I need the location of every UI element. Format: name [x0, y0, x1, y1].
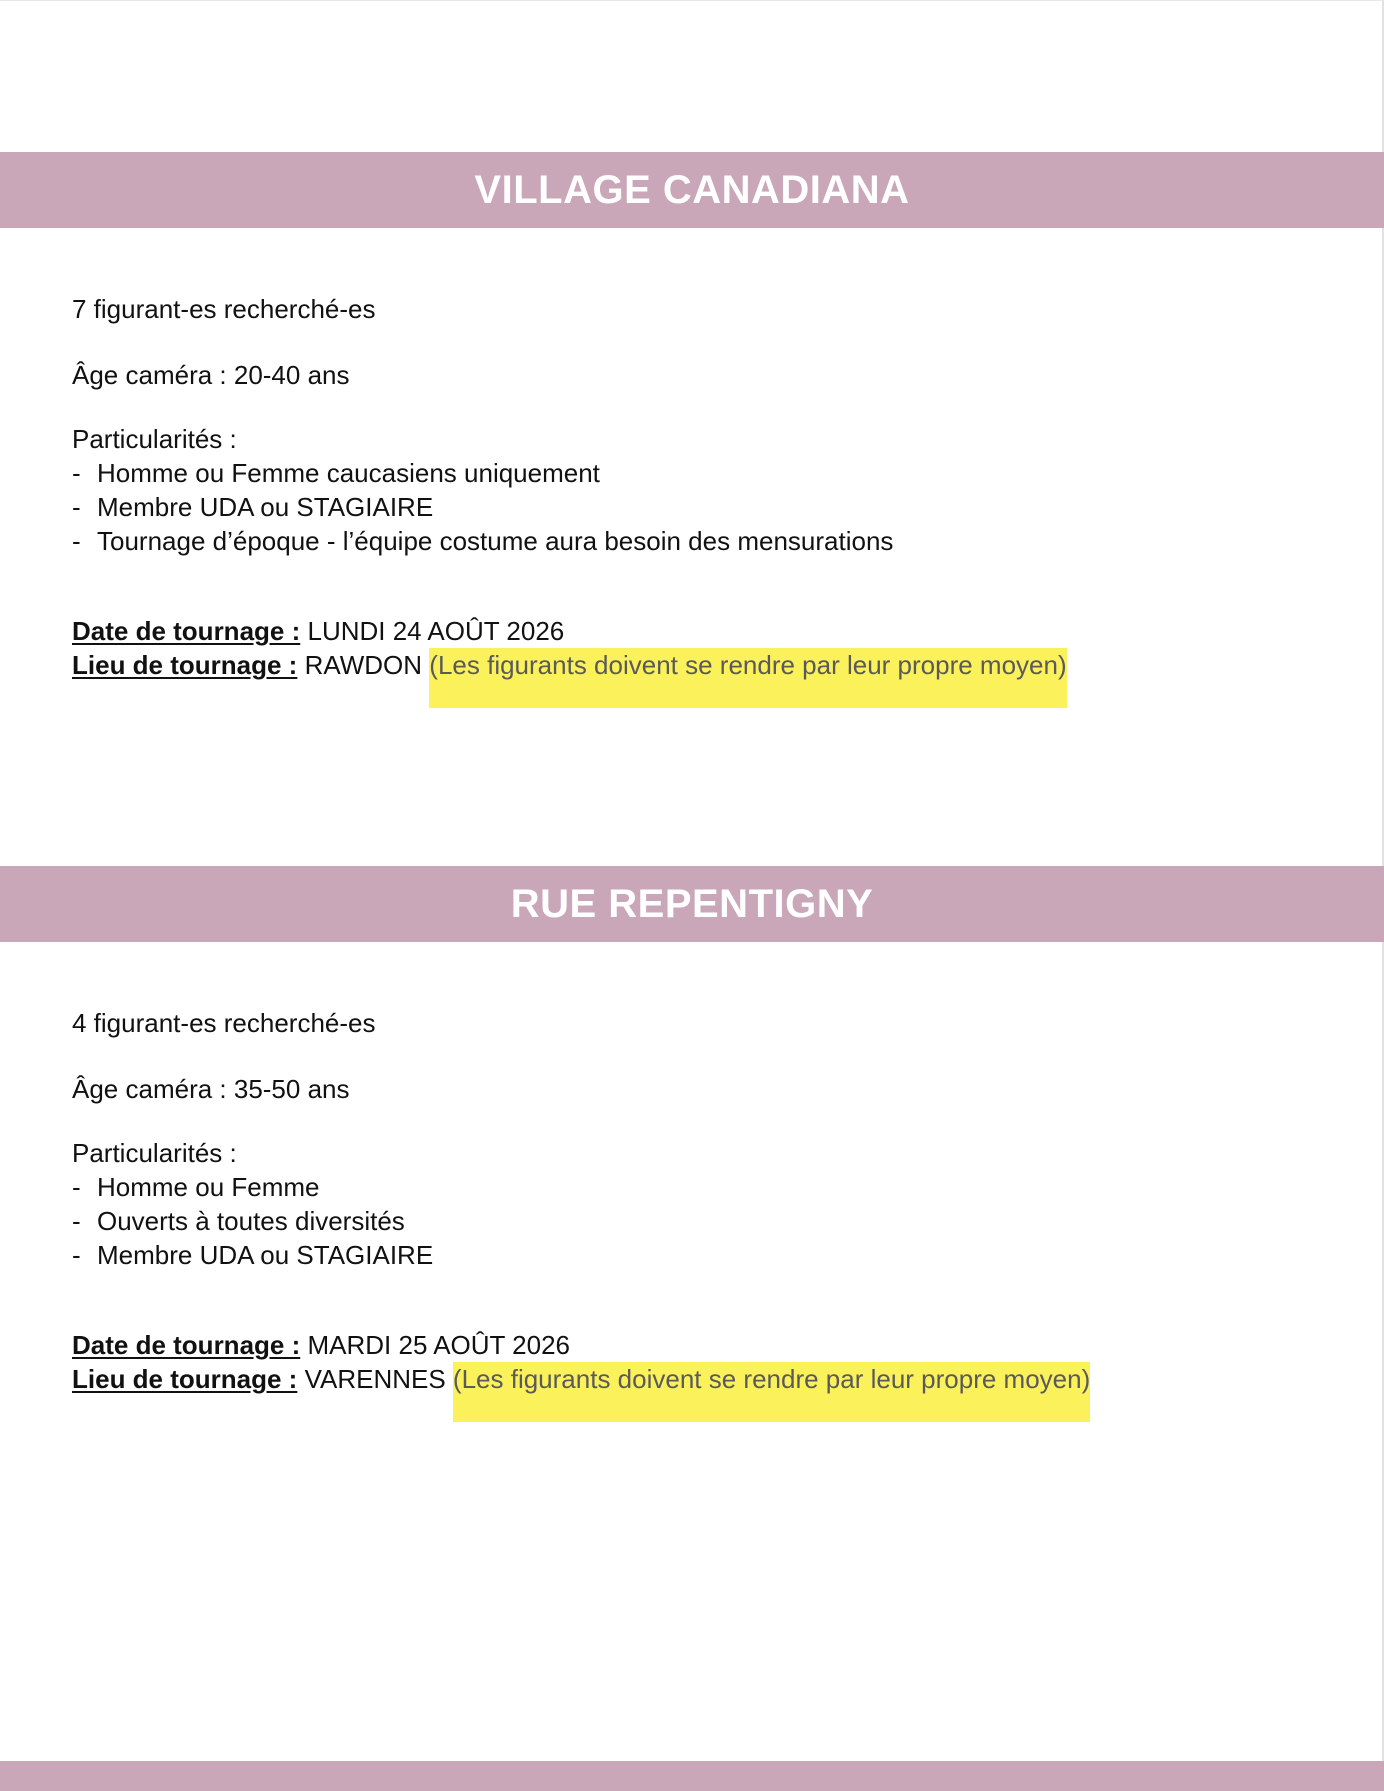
section-title: VILLAGE CANADIANA [474, 167, 910, 212]
list-item: - Membre UDA ou STAGIAIRE [72, 492, 434, 522]
camera-age: Âge caméra : 35-50 ans [72, 1074, 350, 1104]
particularities-list [72, 456, 1312, 558]
date-value: MARDI 25 AOÛT 2026 [307, 1330, 571, 1360]
shoot-date [72, 614, 1312, 648]
date-value: LUNDI 24 AOÛT 2026 [307, 616, 565, 646]
place-value: RAWDON [304, 650, 423, 680]
section-banner-village-canadiana [0, 152, 1384, 228]
shoot-info [72, 614, 1312, 708]
place-value: VARENNES [304, 1364, 446, 1394]
shoot-place [72, 1362, 1312, 1422]
shoot-info [72, 1328, 1312, 1422]
particularities-label: Particularités : [72, 424, 237, 454]
section-village-canadiana [72, 292, 1312, 708]
section-banner-rue-repentigny [0, 866, 1384, 942]
extras-count: 7 figurant-es recherché-es [72, 294, 376, 324]
list-item: - Homme ou Femme [72, 1172, 320, 1202]
date-label: Date de tournage : [72, 616, 301, 646]
list-item: - Membre UDA ou STAGIAIRE [72, 1240, 434, 1270]
date-label: Date de tournage : [72, 1330, 301, 1360]
shoot-date [72, 1328, 1312, 1362]
list-item: - Ouverts à toutes diversités [72, 1206, 405, 1236]
shoot-place [72, 648, 1312, 708]
section-title: RUE REPENTIGNY [510, 881, 874, 926]
footer-band [0, 1761, 1384, 1791]
particularities-label: Particularités : [72, 1138, 237, 1168]
highlighted-note: (Les figurants doivent se rendre par leur propre moyen) [453, 1362, 1090, 1422]
camera-age: Âge caméra : 20-40 ans [72, 360, 350, 390]
place-label: Lieu de tournage : [72, 650, 298, 680]
extras-count: 4 figurant-es recherché-es [72, 1008, 376, 1038]
particularities-list [72, 1170, 1312, 1272]
highlighted-note: (Les figurants doivent se rendre par leur propre moyen) [429, 648, 1066, 708]
list-item: - Homme ou Femme caucasiens uniquement [72, 458, 600, 488]
place-label: Lieu de tournage : [72, 1364, 298, 1394]
section-rue-repentigny [72, 1006, 1312, 1422]
list-item: - Tournage d’époque - l’équipe costume aura besoin des mensurations [72, 526, 894, 556]
